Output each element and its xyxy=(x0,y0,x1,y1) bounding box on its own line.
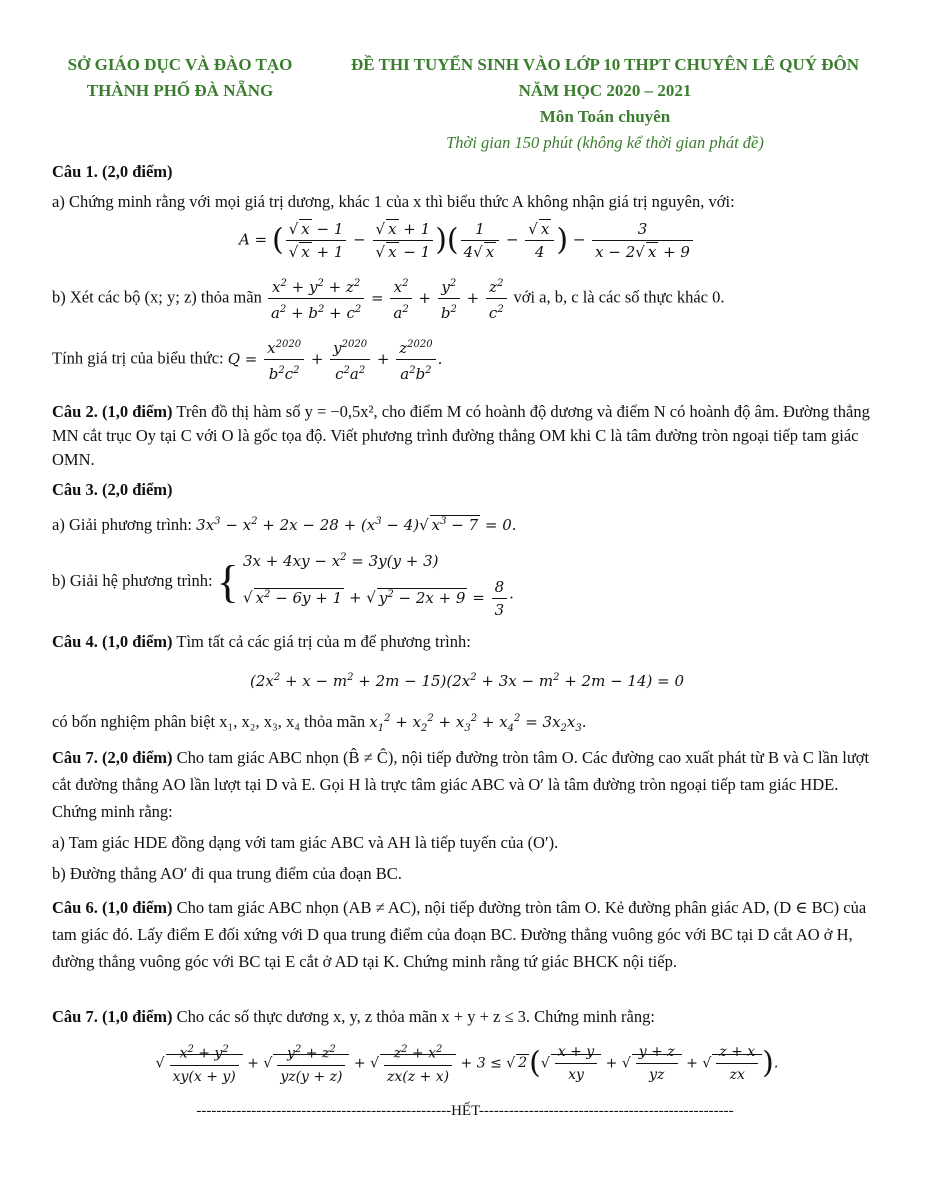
question-3a xyxy=(52,510,882,537)
end-marker: ---------------------------------------------------HẾT--------------------------------------------------- xyxy=(196,1103,734,1119)
question-2-text: Trên đồ thị hàm số y = −0,5x², cho điểm M có hoành độ dương và điểm N có hoành độ âm. Đường thẳng MN cắt trục Oy tại C với O là gốc tọa độ. Viết phương trình đường thẳng OM khi C là tâm đường tròn ngoại tiếp tam giác OMN. xyxy=(52,402,870,469)
question-4-text: Tìm tất cả các giá trị của m để phương trình: xyxy=(176,632,471,651)
question-1-title: Câu 1. (2,0 điểm) xyxy=(52,162,173,181)
question-3 xyxy=(52,478,882,621)
question-6-title: Câu 6. (1,0 điểm) xyxy=(52,898,173,917)
question-1a-text: a) Chứng minh rằng với mọi giá trị dương, khác 1 của x thì biểu thức A không nhận giá trị nguyên, với: xyxy=(52,192,735,211)
city-name: THÀNH PHỐ ĐÀ NẴNG xyxy=(86,81,274,100)
question-1c-text: Tính giá trị của biểu thức: xyxy=(52,348,224,368)
formula-condition: $x_1^2 + x_2^2 + x_3^2 + x_4^2 = 3x_2x_3$. xyxy=(369,713,587,734)
question-2-title: Câu 2. (1,0 điểm) xyxy=(52,402,173,421)
header-right xyxy=(320,52,890,156)
formula-Q: Q = $\frac{x^{2020}}{b^2c^2}$ + $\frac{y^{2020}}{c^2a^2}$ + $\frac{z^{2020}}{a^2b^2}$ . xyxy=(228,350,443,368)
question-4 xyxy=(52,630,882,741)
question-3b-text: b) Giải hệ phương trình: xyxy=(52,570,213,590)
formula-A: A = ( $\frac{√ x - 1}{√ x + 1}$ − $\frac{√ x + 1}{√ x - 1}$ )( $\frac{1}{4√ x}$ − $\frac{√ x}{4}$ ) − $\frac{3}{x - 2√ x + 9}$ xyxy=(52,218,882,263)
formula-system: $3x + 4xy - x^2 = 3y(y + 3)$ √ $x^2 - 6y + 1$ + √ $y^2 - 2x + 9$ = $\frac{8}{3}$ · xyxy=(243,552,514,619)
question-3-title: Câu 3. (2,0 điểm) xyxy=(52,480,173,499)
question-1b-pre: b) Xét các bộ (x; y; z) thỏa mãn xyxy=(52,287,262,307)
question-7-text: Cho các số thực dương x, y, z thỏa mãn x + y + z ≤ 3. Chứng minh rằng: xyxy=(176,1007,655,1026)
question-1b xyxy=(52,273,882,324)
subject-name: Môn Toán chuyên xyxy=(539,107,671,126)
question-4-title: Câu 4. (1,0 điểm) xyxy=(52,632,173,651)
question-3b xyxy=(52,543,882,621)
question-7-title: Câu 7. (1,0 điểm) xyxy=(52,1007,173,1026)
time-limit: Thời gian 150 phút (không kể thời gian phát đề) xyxy=(446,133,764,152)
question-2 xyxy=(52,400,882,472)
system-brace: { xyxy=(216,556,239,607)
question-3a-text: a) Giải phương trình: xyxy=(52,515,193,534)
question-6-text: Cho tam giác ABC nhọn (AB ≠ AC), nội tiếp đường tròn tâm O. Kẻ đường phân giác AD, (D ∈ BC) của tam giác đó. Lấy điểm E đối xứng với D qua trung điểm của đoạn BC. Đường thẳng vuông góc với BC tại D cắt AO ở H, đường thẳng vuông góc với BC tại E cắt ở AD tại K. Chứng minh rằng tứ giác BHCK nội tiếp. xyxy=(52,898,867,971)
question-5b: b) Đường thẳng AO′ đi qua trung điểm của đoạn BC. xyxy=(52,864,402,883)
school-year: NĂM HỌC 2020 – 2021 xyxy=(518,81,692,100)
formula-equation: $3x^3 - x^2 + 2x - 28 + (x^3 - 4)√$ $x^3 - 7 = 0$. xyxy=(196,516,517,534)
header-left xyxy=(40,52,320,104)
question-6 xyxy=(52,894,882,975)
question-1c xyxy=(52,334,882,385)
question-5 xyxy=(52,744,882,887)
question-5-text: Cho tam giác ABC nhọn (B̂ ≠ Ĉ), nội tiếp đường tròn tâm O. Các đường cao xuất phát từ B và C lần lượt cắt đường thẳng AO lần lượt tại D và E. Gọi H là trực tâm giác ABC và O′ là tâm đường tròn ngoại tiếp tam giác HDE. Chứng minh rằng: xyxy=(52,748,870,821)
department-name: SỞ GIÁO DỤC VÀ ĐÀO TẠO xyxy=(67,55,293,74)
formula-ratio: $\frac{x^2 + y^2 + z^2}{a^2 + b^2 + c^2}$ = $\frac{x^2}{a^2}$ + $\frac{y^2}{b^2}$ + $\frac{z^2}{c^2}$ xyxy=(266,289,514,307)
formula-inequality: √ $\frac{x^2 + y^2}{xy(x + y)}$ + √ $\frac{y^2 + z^2}{yz(y + z)}$ + √ $\frac{z^2 + x^2}{zx(z + x)}$ + 3 ≤ √ 2(√ $\frac{x + y}{xy}$ + √ $\frac{y + z}{yz}$ + √ $\frac{z + x}{zx}$ ). xyxy=(52,1039,882,1088)
formula-quartic: $(2x^2 + x - m^2 + 2m - 15)(2x^2 + 3x - m^2 + 2m - 14) = 0$ xyxy=(249,672,685,690)
question-4-condition xyxy=(52,707,882,741)
question-1b-post: với a, b, c là các số thực khác 0. xyxy=(513,287,725,307)
question-1 xyxy=(52,160,882,385)
question-5-title: Câu 7. (2,0 điểm) xyxy=(52,748,173,767)
exam-title: ĐỀ THI TUYỂN SINH VÀO LỚP 10 THPT CHUYÊN LÊ QUÝ ĐÔN xyxy=(350,55,860,74)
question-4-post: có bốn nghiệm phân biệt x₁, x₂, x₃, x₄ thỏa mãn xyxy=(52,712,366,731)
question-7 xyxy=(52,1005,882,1088)
question-5a: a) Tam giác HDE đồng dạng với tam giác ABC và AH là tiếp tuyến của (O′). xyxy=(52,833,559,852)
